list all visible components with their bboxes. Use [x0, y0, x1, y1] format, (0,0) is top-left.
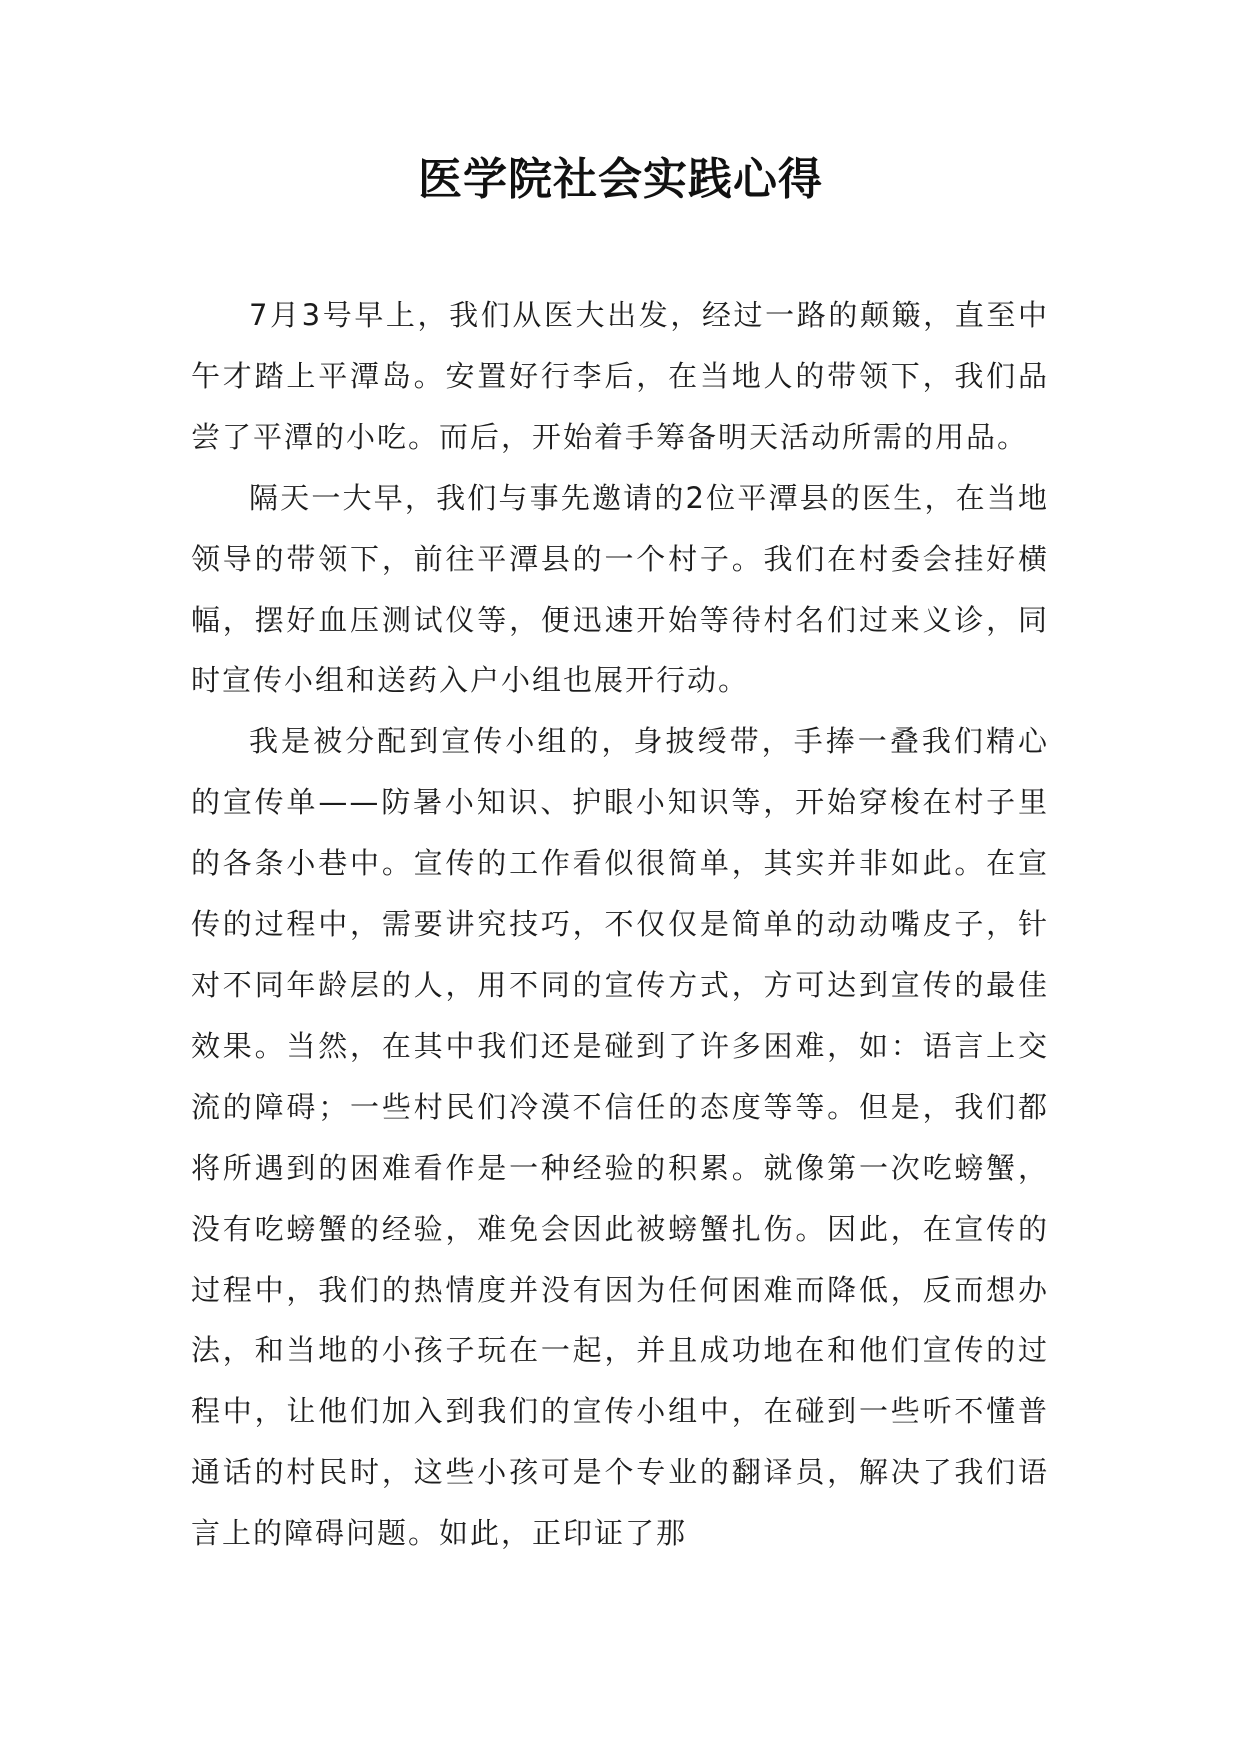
paragraph-3: 我是被分配到宣传小组的，身披绶带，手捧一叠我们精心的宣传单——防暑小知识、护眼小知识等，开始穿梭在村子里的各条小巷中。宣传的工作看似很简单，其实并非如此。在宣传的过程中，需要讲究技巧，不仅仅是简单的动动嘴皮子，针对不同年龄层的人，用不同的宣传方式，方可达到宣传的最佳效果。当然，在其中我们还是碰到了许多困难，如：语言上交流的障碍；一些村民们冷漠不信任的态度等等。但是，我们都将所遇到的困难看作是一种经验的积累。就像第一次吃螃蟹，没有吃螃蟹的经验，难免会因此被螃蟹扎伤。因此，在宣传的过程中，我们的热情度并没有因为任何困难而降低，反而想办法，和当地的小孩子玩在一起，并且成功地在和他们宣传的过程中，让他们加入到我们的宣传小组中，在碰到一些听不懂普通话的村民时，这些小孩可是个专业的翻译员，解决了我们语言上的障碍问题。如此，正印证了那 — [191, 724, 1049, 1551]
paragraph-2: 隔天一大早，我们与事先邀请的2位平潭县的医生，在当地领导的带领下，前往平潭县的一个村子。我们在村委会挂好横幅，摆好血压测试仪等，便迅速开始等待村名们过来义诊，同时宣传小组和送药入户小组也展开行动。 — [191, 480, 1049, 698]
paragraph-1: 7月3号早上，我们从医大出发，经过一路的颠簸，直至中午才踏上平潭岛。安置好行李后，在当地人的带领下，我们品尝了平潭的小吃。而后，开始着手筹备明天活动所需的用品。 — [191, 298, 1049, 454]
document-title: 医学院社会实践心得 — [418, 154, 823, 205]
document-body — [191, 285, 1049, 1564]
